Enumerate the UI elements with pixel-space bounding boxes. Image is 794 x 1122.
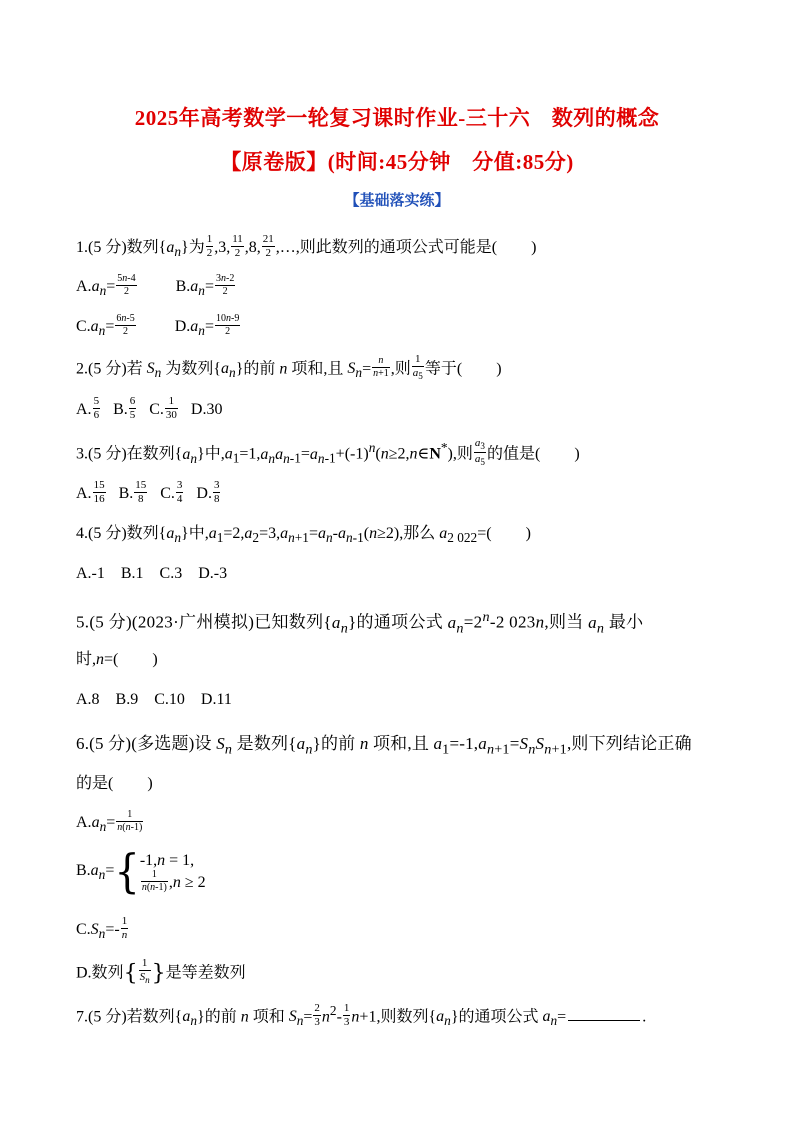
question-2-options: A. $\frac{5}{6}$ B. $\frac{6}{5}$ C. $\frac{1}{30}$ D.30: [76, 395, 223, 421]
question-5-stem-line-1: 5.(5 分)(2023·广州模拟)已知数列$\{a_n\}$的通项公式 $a_n=2^n-2$ 023n,则当 $a_n$ 最小: [76, 609, 644, 637]
question-6-option-c: $C.S_n=-$ $\frac{1}{n}$: [76, 915, 128, 942]
question-6-option-d: D.数列{ $\frac{1}{S_n}$ }是等差数列: [76, 957, 246, 986]
question-3-stem: 3.(5 分)在数列$\{a_n\}$中$,a_1=1,a_na_{n-1}=a_{n-1}+(-1)^n(n\ge 2,n\in N^*)$,则 $\frac{a_3}{a_5}$ 的值是( ): [76, 437, 580, 468]
question-4-stem: 4.(5 分)数列$\{a_n\}$中$,a_1=2,a_2=3,a_{n+1}=a_n-a_{n-1}(n\ge 2)$,那么 $a_{2 022}=$( ): [76, 525, 531, 546]
question-1-option-a: $A.a_n=$ $\frac{5n-4}{2}$: [76, 273, 136, 299]
question-6-stem-line-2: 的是( ): [76, 775, 153, 792]
question-1-stem: 1.(5 分)数列$\{a_n\}$为 $\frac{1}{2}$ ,3, $\frac{11}{2}$ ,8, $\frac{21}{2}$ ,…,则此数列的通项公式可能是( ): [76, 233, 537, 260]
question-2-stem: 2.(5 分)若 $S_n$ 为数列$\{a_n\}$的前 n 项和,且 $S_n=$ $\frac{n}{n+1}$ ,则 $\frac{1}{a_5}$ 等于( ): [76, 353, 502, 382]
question-1-option-b: $B.a_n=$ $\frac{3n-2}{2}$: [175, 273, 235, 299]
question-7-stem: 7.(5 分)若数列$\{a_n\}$的前 n 项和 $S_n=$ $\frac{2}{3}$ $n^2-$ $\frac{1}{3}$ n+1,则数列$\{a_n\}$的通项公式 $a_n=$ .: [76, 1002, 647, 1029]
question-1-option-c: $C.a_n=$ $\frac{6n-5}{2}$: [76, 313, 135, 339]
question-1-options-row-1: [76, 273, 236, 299]
question-6-option-a: $A.a_n=$ $\frac{1}{n(n-1)}$: [76, 809, 143, 835]
question-4-options: A.-1 B.1 C.3 D.-3: [76, 565, 228, 582]
question-1-options-row-2: [76, 313, 241, 339]
question-5-stem-line-2: 时,n=( ): [76, 651, 158, 668]
answer-blank[interactable]: [568, 1006, 640, 1021]
section-header: 【基础落实练】: [344, 193, 450, 209]
question-1-option-d: $D.a_n=$ $\frac{10n-9}{2}$: [174, 313, 240, 339]
question-6-option-b: $B.a_n=${ -1,n = 1, $\frac{1}{n(n-1)}$ ,n ≥ 2: [76, 845, 206, 899]
question-3-options: A. $\frac{15}{16}$ B. $\frac{15}{8}$ C. $\frac{3}{4}$ D. $\frac{3}{8}$: [76, 479, 220, 505]
document-title-line-1: 2025年高考数学一轮复习课时作业-三十六 数列的概念: [134, 106, 660, 130]
question-6-stem-line-1: 6.(5 分)(多选题)设 $S_n$ 是数列$\{a_n\}$的前 n 项和,且 $a_1=-1,a_{n+1}=S_nS_{n+1}$,则下列结论正确: [76, 734, 692, 758]
document-title-line-2: 【原卷版】(时间:45分钟 分值:85分): [220, 150, 574, 174]
question-5-options: A.8 B.9 C.10 D.11: [76, 691, 232, 708]
